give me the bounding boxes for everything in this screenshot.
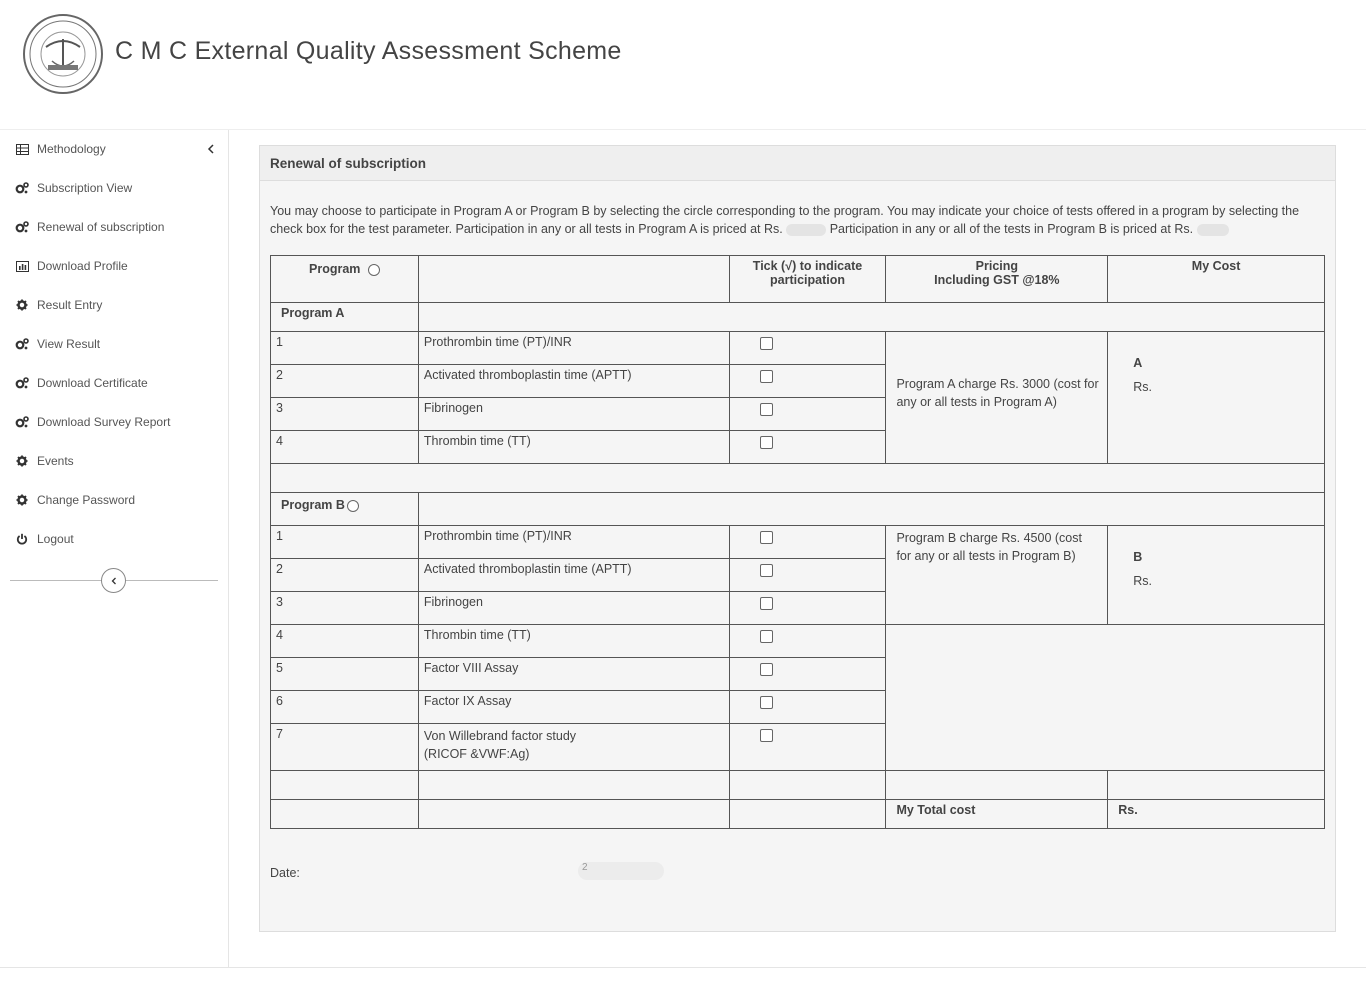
gears-icon [15, 415, 29, 429]
tick-cell [729, 724, 886, 771]
sidebar-item-events[interactable] [15, 451, 74, 471]
table-header-row [271, 256, 1325, 303]
collapse-chevron-icon[interactable] [206, 142, 218, 156]
sidebar-item-label: Methodology [37, 142, 106, 156]
tick-cell [729, 658, 886, 691]
program-b-radio[interactable] [347, 500, 359, 512]
total-rs: Rs. [1108, 800, 1325, 829]
program-b-cost [1108, 526, 1325, 625]
sidebar-item-download-profile[interactable] [15, 256, 128, 276]
test-number: 5 [271, 658, 419, 691]
college-logo [22, 13, 104, 95]
program-a-label: Program A [271, 303, 419, 332]
gears-icon [15, 376, 29, 390]
test-name: Fibrinogen [418, 592, 729, 625]
gear-icon [15, 493, 29, 507]
test-checkbox[interactable] [760, 436, 773, 449]
sidebar-item-label: Download Profile [37, 259, 128, 273]
sidebar-item-view-result[interactable] [15, 334, 100, 354]
program-a-cost [1108, 332, 1325, 464]
app-title: C M C External Quality Assessment Scheme [115, 37, 622, 65]
test-checkbox[interactable] [760, 370, 773, 383]
tick-cell [729, 559, 886, 592]
test-number: 3 [271, 398, 419, 431]
test-number: 6 [271, 691, 419, 724]
date-label: Date: [270, 866, 300, 880]
gear-icon [15, 454, 29, 468]
test-checkbox[interactable] [760, 630, 773, 643]
test-checkbox[interactable] [760, 564, 773, 577]
sidebar-item-label: Events [37, 454, 74, 468]
table-row [271, 526, 1325, 559]
test-number: 4 [271, 431, 419, 464]
sidebar-item-renewal[interactable] [15, 217, 164, 237]
test-number: 7 [271, 724, 419, 771]
sidebar-item-label: Renewal of subscription [37, 220, 165, 234]
sidebar-item-subscription-view[interactable] [15, 178, 132, 198]
sidebar-item-methodology[interactable] [15, 139, 106, 159]
test-name: Fibrinogen [418, 398, 729, 431]
test-name: Thrombin time (TT) [418, 625, 729, 658]
footer-divider [0, 967, 1366, 968]
test-name [418, 724, 729, 771]
subscription-table [270, 255, 1325, 829]
program-radio[interactable] [368, 264, 380, 276]
header-blank [418, 256, 729, 303]
chevron-left-icon [110, 576, 118, 586]
sidebar-item-label: Change Password [37, 493, 136, 507]
test-name: Prothrombin time (PT)/INR [418, 332, 729, 365]
sidebar-item-label: Download Survey Report [37, 415, 171, 429]
program-b-label: Program B [281, 498, 345, 512]
test-checkbox[interactable] [760, 597, 773, 610]
sidebar-toggle-button[interactable] [101, 568, 126, 593]
test-name: Thrombin time (TT) [418, 431, 729, 464]
tick-cell [729, 431, 886, 464]
tick-cell [729, 625, 886, 658]
gears-icon [15, 220, 29, 234]
test-number: 2 [271, 365, 419, 398]
sidebar [0, 130, 229, 968]
total-row [271, 800, 1325, 829]
tick-cell [729, 691, 886, 724]
test-number: 3 [271, 592, 419, 625]
bar-chart-icon [15, 259, 29, 273]
sidebar-item-label: Download Certificate [37, 376, 148, 390]
cost-rs-a: Rs. [1133, 380, 1152, 394]
tick-cell [729, 526, 886, 559]
sidebar-item-label: Result Entry [37, 298, 103, 312]
test-name-line1: Von Willebrand factor study [423, 729, 577, 743]
table-row [271, 625, 1325, 658]
header-pricing [886, 256, 1108, 303]
test-name: Activated thromboplastin time (APTT) [418, 559, 729, 592]
gears-icon [15, 337, 29, 351]
sidebar-item-label: Logout [37, 532, 74, 546]
header-program-label: Program [309, 262, 361, 276]
tick-cell [729, 592, 886, 625]
sidebar-item-label: View Result [37, 337, 101, 351]
renewal-panel [259, 145, 1336, 932]
spacer-row [271, 464, 1325, 493]
header-pricing-line2: Including GST @18% [934, 273, 1060, 287]
sidebar-item-result-entry[interactable] [15, 295, 102, 315]
date-value: 2 [578, 862, 664, 880]
header-tick: Tick (√) to indicate participation [729, 256, 886, 303]
table-row [271, 332, 1325, 365]
header-pricing-line1: Pricing [975, 259, 1019, 273]
test-checkbox[interactable] [760, 696, 773, 709]
test-name-line2: (RICOF &VWF:Ag) [423, 747, 530, 761]
tick-cell [729, 365, 886, 398]
header-my-cost: My Cost [1108, 256, 1325, 303]
test-checkbox[interactable] [760, 663, 773, 676]
page-header [0, 0, 1366, 130]
test-name: Factor IX Assay [418, 691, 729, 724]
intro-text [270, 202, 1330, 238]
test-checkbox[interactable] [760, 337, 773, 350]
empty-block [886, 625, 1325, 771]
test-checkbox[interactable] [760, 531, 773, 544]
panel-title: Renewal of subscription [260, 146, 1335, 181]
sidebar-item-download-certificate[interactable] [15, 373, 148, 393]
test-name: Prothrombin time (PT)/INR [418, 526, 729, 559]
test-name: Activated thromboplastin time (APTT) [418, 365, 729, 398]
power-icon [15, 532, 29, 546]
total-label: My Total cost [886, 800, 1108, 829]
test-checkbox[interactable] [760, 403, 773, 416]
tick-cell [729, 332, 886, 365]
sidebar-item-download-survey-report[interactable] [15, 412, 170, 432]
program-a-row [271, 303, 1325, 332]
program-b-blank [418, 493, 1324, 526]
intro-text-2: Participation in any or all of the tests in Program B is priced at Rs. [829, 222, 1194, 236]
program-b-pricing: Program B charge Rs. 4500 (cost for any or all tests in Program B) [886, 526, 1108, 625]
redacted-price-a [786, 224, 826, 236]
tick-cell [729, 398, 886, 431]
program-b-row [271, 493, 1325, 526]
sidebar-item-logout[interactable] [15, 529, 74, 549]
cost-letter-a: A [1133, 356, 1143, 370]
program-a-pricing: Program A charge Rs. 3000 (cost for any or all tests in Program A) [886, 332, 1108, 464]
redacted-price-b [1197, 224, 1229, 236]
test-number: 1 [271, 526, 419, 559]
header-program [271, 256, 419, 303]
gear-icon [15, 298, 29, 312]
cost-rs-b: Rs. [1133, 574, 1152, 588]
cost-letter-b: B [1133, 550, 1143, 564]
test-name: Factor VIII Assay [418, 658, 729, 691]
test-number: 1 [271, 332, 419, 365]
test-checkbox[interactable] [760, 729, 773, 742]
sidebar-item-label: Subscription View [37, 181, 133, 195]
test-number: 2 [271, 559, 419, 592]
gears-icon [15, 181, 29, 195]
test-number: 4 [271, 625, 419, 658]
blank-row [271, 771, 1325, 800]
program-b-cell [271, 493, 419, 526]
intro-text-1: You may choose to participate in Program A or Program B by selecting the circle corresponding to the program. You may indicate your choice of tests offered in a program by selecting the check box for the test parameter. Participation in any or all tests in Program A is priced at Rs. [270, 204, 1300, 236]
table-icon [15, 142, 29, 156]
sidebar-item-change-password[interactable] [15, 490, 135, 510]
program-a-blank [418, 303, 1324, 332]
